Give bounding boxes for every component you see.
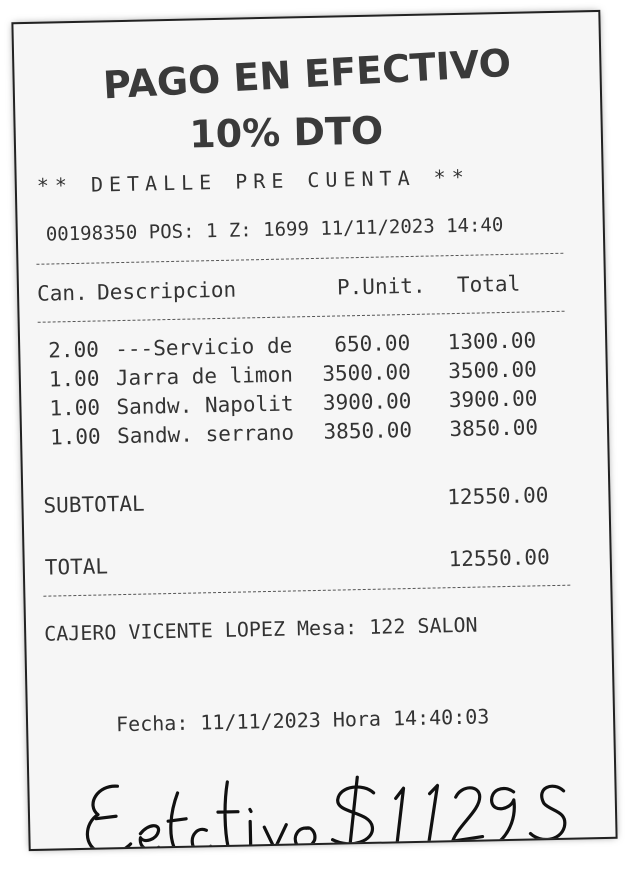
receipt-title: ** DETALLE PRE CUENTA ** <box>36 164 470 198</box>
item-qty: 1.00 <box>49 424 101 450</box>
date-line: Fecha: 11/11/2023 Hora 14:40:03 <box>115 704 490 737</box>
column-headers <box>19 270 604 312</box>
column-total: Total <box>456 271 521 297</box>
total-row <box>25 544 610 586</box>
item-qty: 2.00 <box>48 337 100 363</box>
column-unit-price: P.Unit. <box>336 273 426 300</box>
item-description: Sandw. Napolit <box>116 391 294 420</box>
item-unit-price: 3900.00 <box>322 388 412 415</box>
total-label: TOTAL <box>44 554 109 580</box>
stamp-payment-method: PAGO EN EFECTIVO <box>101 40 513 108</box>
item-total: 3500.00 <box>448 357 538 384</box>
stamp-discount: 10% DTO <box>188 108 384 157</box>
item-qty: 1.00 <box>48 366 100 392</box>
column-description: Descripcion <box>96 277 237 305</box>
divider <box>38 311 565 323</box>
total-value: 12550.00 <box>448 545 550 572</box>
cashier-line: CAJERO VICENTE LOPEZ Mesa: 122 SALON <box>43 612 478 646</box>
item-qty: 1.00 <box>49 395 101 421</box>
receipt <box>13 12 615 849</box>
subtotal-row <box>23 482 609 524</box>
item-description: Jarra de limon <box>115 362 294 391</box>
item-description: Sandw. serrano <box>116 420 295 449</box>
divider <box>36 253 563 265</box>
item-unit-price: 3850.00 <box>323 417 413 444</box>
item-total: 1300.00 <box>447 328 537 355</box>
column-qty: Can. <box>36 280 88 306</box>
subtotal-value: 12550.00 <box>447 483 549 510</box>
item-unit-price: 650.00 <box>334 330 411 357</box>
item-description: ---Servicio de <box>115 333 293 362</box>
receipt-meta: 00198350 POS: 1 Z: 1699 11/11/2023 14:40 <box>45 214 504 246</box>
item-unit-price: 3500.00 <box>322 359 412 386</box>
handwritten-note <box>77 764 599 849</box>
subtotal-label: SUBTOTAL <box>43 491 145 518</box>
item-total: 3900.00 <box>448 386 538 413</box>
item-total: 3850.00 <box>449 415 539 442</box>
divider <box>43 585 570 597</box>
